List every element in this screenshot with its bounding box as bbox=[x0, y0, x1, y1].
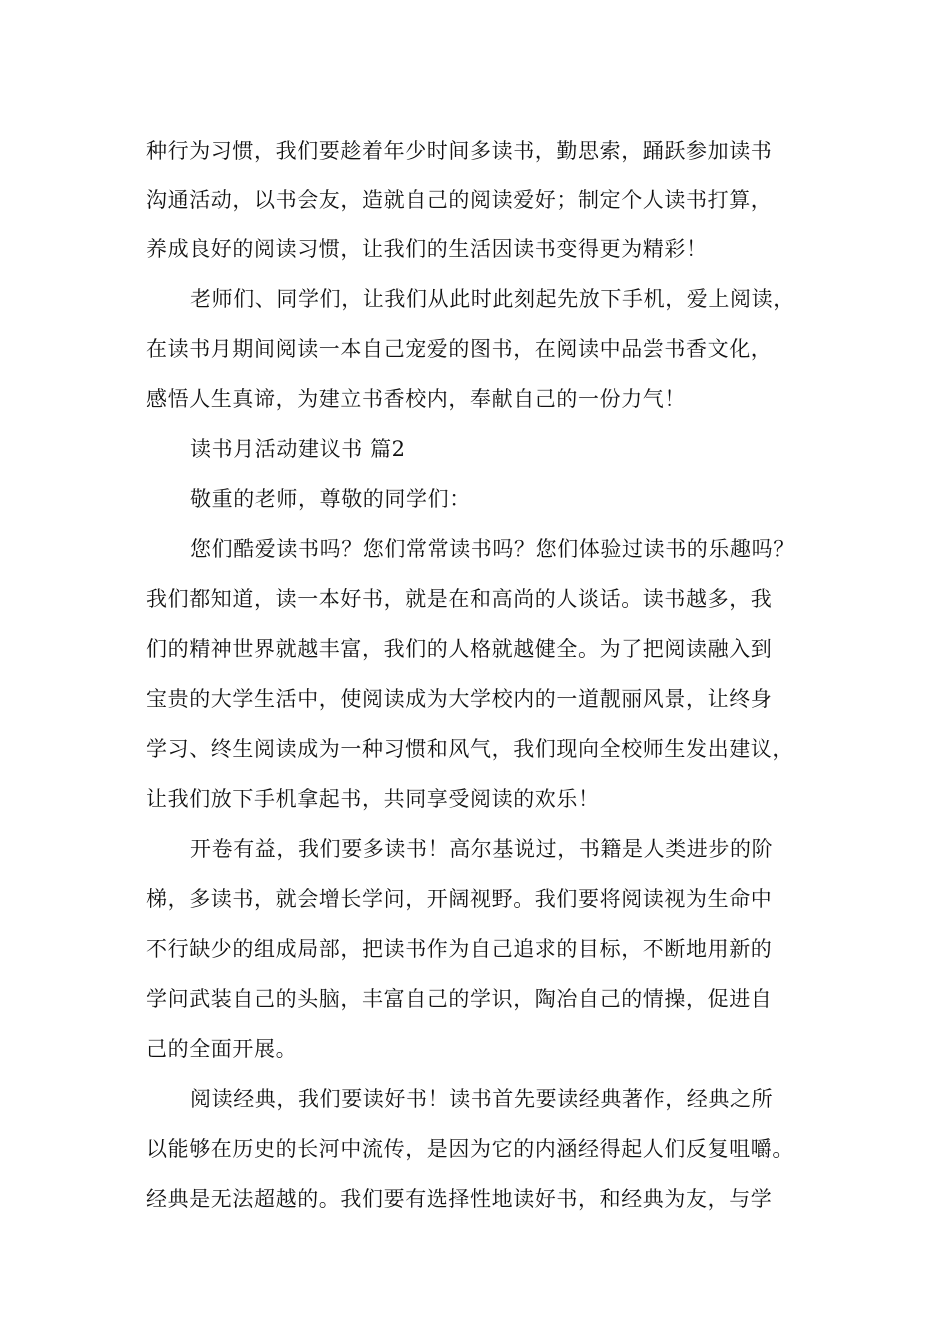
text-line: 学问武装自己的头脑，丰富自己的学识，陶冶自己的情操，促进自 bbox=[146, 987, 773, 1011]
text-line: 己的全面开展。 bbox=[146, 1037, 298, 1061]
text-line: 我们都知道，读一本好书，就是在和高尚的人谈话。读书越多，我 bbox=[146, 587, 773, 611]
text-line: 们的精神世界就越丰富，我们的人格就越健全。为了把阅读融入到 bbox=[146, 637, 773, 661]
text-line: 种行为习惯，我们要趁着年少时间多读书，勤思索，踊跃参加读书 bbox=[146, 139, 773, 163]
text-line: 经典是无法超越的。我们要有选择性地读好书，和经典为友，与学 bbox=[146, 1187, 773, 1211]
text-line: 养成良好的阅读习惯，让我们的生活因读书变得更为精彩！ bbox=[146, 237, 708, 261]
paragraph-first-line: 您们酷爱读书吗？您们常常读书吗？您们体验过读书的乐趣吗？ bbox=[190, 537, 795, 561]
text-line: 学习、终生阅读成为一种习惯和风气，我们现向全校师生发出建议， bbox=[146, 737, 794, 761]
text-line: 让我们放下手机拿起书，共同享受阅读的欢乐！ bbox=[146, 787, 600, 811]
text-line: 在读书月期间阅读一本自己宠爱的图书，在阅读中品尝书香文化， bbox=[146, 337, 773, 361]
paragraph-first-line: 老师们、同学们，让我们从此时此刻起先放下手机，爱上阅读， bbox=[190, 287, 795, 311]
text-line: 以能够在历史的长河中流传，是因为它的内涵经得起人们反复咀嚼。 bbox=[146, 1137, 794, 1161]
text-line: 不行缺少的组成局部，把读书作为自己追求的目标，不断地用新的 bbox=[146, 937, 773, 961]
salutation: 敬重的老师，尊敬的同学们： bbox=[190, 487, 471, 511]
paragraph-first-line: 开卷有益，我们要多读书！高尔基说过，书籍是人类进步的阶 bbox=[190, 837, 774, 861]
section-heading: 读书月活动建议书 篇2 bbox=[190, 437, 406, 461]
text-line: 感悟人生真谛，为建立书香校内，奉献自己的一份力气！ bbox=[146, 387, 686, 411]
text-line: 宝贵的大学生活中，使阅读成为大学校内的一道靓丽风景，让终身 bbox=[146, 687, 773, 711]
text-line: 沟通活动，以书会友，造就自己的阅读爱好；制定个人读书打算， bbox=[146, 188, 773, 212]
text-line: 梯，多读书，就会增长学问，开阔视野。我们要将阅读视为生命中 bbox=[146, 887, 773, 911]
paragraph-first-line: 阅读经典，我们要读好书！读书首先要读经典著作，经典之所 bbox=[190, 1087, 774, 1111]
